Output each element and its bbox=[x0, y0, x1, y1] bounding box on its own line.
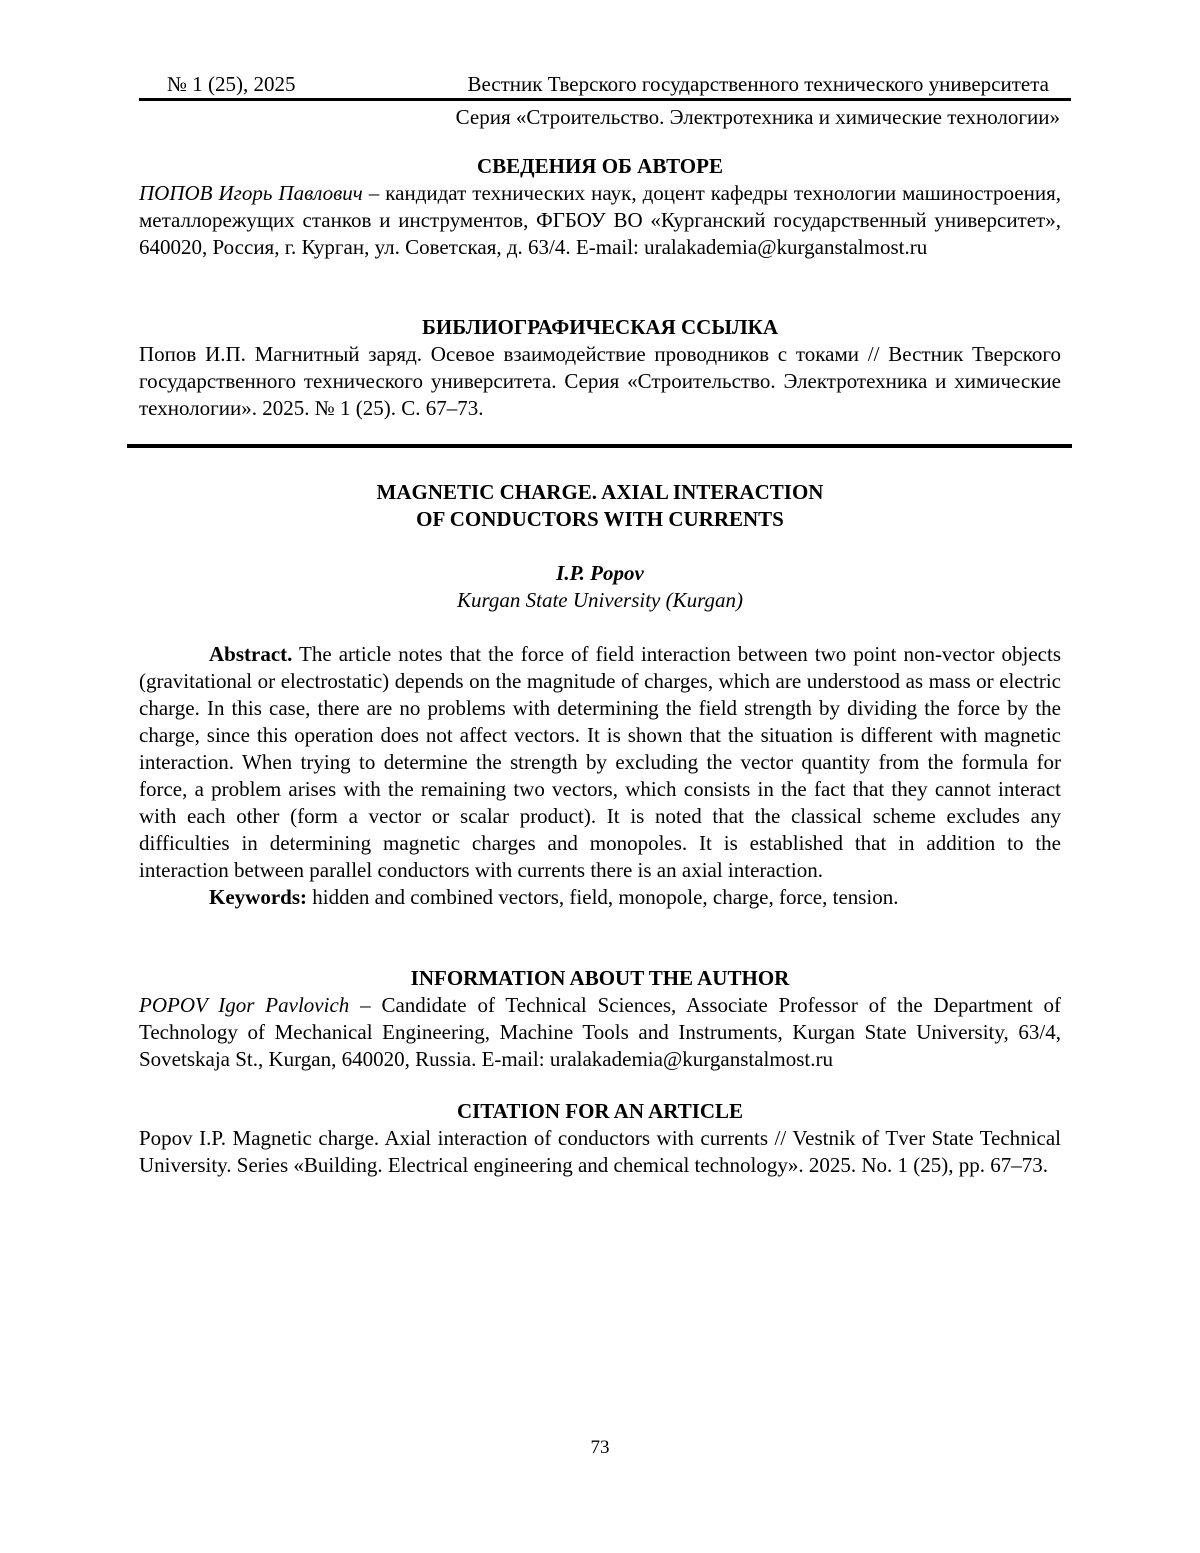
ru-citation-section bbox=[139, 314, 1061, 422]
en-citation-heading: CITATION FOR AN ARTICLE bbox=[456, 1099, 744, 1123]
journal-title: Вестник Тверского государственного технического университета bbox=[467, 72, 1049, 96]
author-affiliation: Kurgan State University (Kurgan) bbox=[456, 588, 743, 612]
ru-author-text bbox=[139, 180, 1061, 261]
keywords-paragraph bbox=[139, 884, 1061, 911]
en-author-section bbox=[139, 965, 1061, 1073]
ru-author-details: – кандидат технических наук, доцент кафедры технологии машиностроения, металлорежущих станков и инструментов, ФГБОУ ВО «Курганский государственный университет», 640020, Россия, г. Курган, ул. Советская, д. 63/4. E-mail: uralakademia@kurganstalmost.ru bbox=[139, 181, 1062, 259]
article-title-line-1: MAGNETIC CHARGE. AXIAL INTERACTION bbox=[376, 480, 824, 504]
en-author-heading: INFORMATION ABOUT THE AUTHOR bbox=[410, 966, 790, 990]
header-rule bbox=[139, 98, 1071, 101]
en-citation-text: Popov I.P. Magnetic charge. Axial interaction of conductors with currents // Vestnik of Tver State Technical University. Series «Building. Electrical engineering and chemical technology». 2025. No. 1 (25), pp. 67–73. bbox=[139, 1126, 1061, 1177]
abstract-paragraph bbox=[139, 641, 1061, 884]
series-title: Серия «Строительство. Электротехника и химические технологии» bbox=[455, 105, 1060, 129]
section-divider bbox=[127, 444, 1072, 448]
en-author-details: – Candidate of Technical Sciences, Associate Professor of the Department of Technology of Mechanical Engineering, Machine Tools and Instruments, Kurgan State University, 63/4, Sovetskaja St., Kurgan, 640020, Russia. E-mail: uralakademia@kurganstalmost.ru bbox=[139, 993, 1061, 1071]
issue-number: № 1 (25), 2025 bbox=[167, 72, 296, 96]
page-number: 73 bbox=[590, 1437, 610, 1458]
en-citation-section bbox=[139, 1098, 1061, 1179]
ru-author-heading: СВЕДЕНИЯ ОБ АВТОРЕ bbox=[477, 154, 723, 178]
ru-author-section bbox=[139, 153, 1061, 261]
ru-citation-text: Попов И.П. Магнитный заряд. Осевое взаимодействие проводников с токами // Вестник Тверского государственного технического университета. Серия «Строительство. Электротехника и химические технологии». 2025. № 1 (25). С. 67–73. bbox=[139, 342, 1061, 420]
keywords-label: Keywords: bbox=[209, 885, 307, 909]
ru-citation-heading: БИБЛИОГРАФИЧЕСКАЯ ССЫЛКА bbox=[422, 315, 778, 339]
article-author: I.P. Popov bbox=[556, 561, 644, 585]
author-block bbox=[139, 560, 1061, 614]
en-author-text bbox=[139, 992, 1061, 1073]
ru-author-name: ПОПОВ Игорь Павлович bbox=[139, 181, 363, 205]
en-title-block bbox=[139, 479, 1061, 533]
article-title-line-2: OF CONDUCTORS WITH CURRENTS bbox=[416, 507, 784, 531]
keywords-text: hidden and combined vectors, field, monopole, charge, force, tension. bbox=[307, 885, 899, 909]
abstract-label: Abstract. bbox=[209, 642, 293, 666]
en-author-name: POPOV Igor Pavlovich bbox=[139, 993, 350, 1017]
abstract-text: The article notes that the force of field interaction between two point non-vector objects (gravitational or electrostatic) depends on the magnitude of charges, which are understood as mass or electric charge. In this case, there are no problems with determining the field strength by dividing the force by the charge, since this operation does not affect vectors. It is shown that the situation is different with magnetic interaction. When trying to determine the strength by excluding the vector quantity from the formula for force, a problem arises with the remaining two vectors, which consists in the fact that they cannot interact with each other (form a vector or scalar product). It is noted that the classical scheme excludes any difficulties in determining magnetic charges and monopoles. It is established that in addition to the interaction between parallel conductors with currents there is an axial interaction. bbox=[139, 642, 1061, 882]
abstract-section bbox=[139, 641, 1061, 911]
